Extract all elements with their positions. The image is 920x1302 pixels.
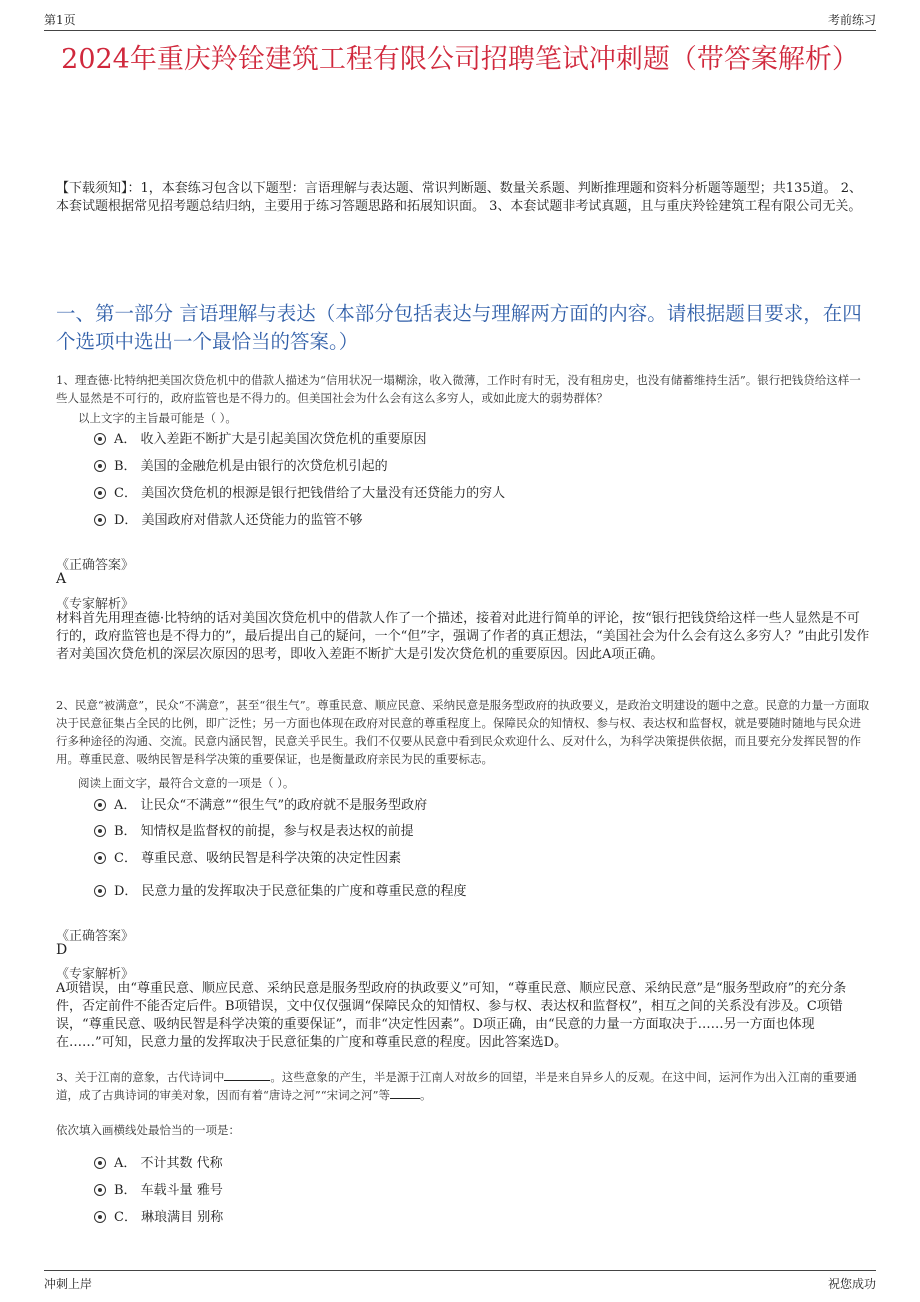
page-footer — [44, 1270, 876, 1295]
radio-icon[interactable] — [94, 1184, 106, 1196]
answer-label: 《正确答案》 — [56, 558, 135, 573]
explanation-label: 《专家解析》 — [56, 597, 135, 612]
radio-icon[interactable] — [94, 852, 106, 864]
question-3-text: 3、关于江南的意象，古代诗词中 。这些意象的产生，半是源于江南人对故乡的回望，半是来自异乡人的反观。在这中间，运河作为出入江南的重要通道，成了古典诗词的审美对象，因而有着“唐诗之河”“宋词之河”等 。 — [56, 1070, 857, 1102]
question-1-option-d[interactable]: D． 美国政府对借款人还贷能力的监管不够 — [94, 511, 363, 531]
radio-icon[interactable] — [94, 487, 106, 499]
question-2-option-b[interactable]: B． 知情权是监督权的前提，参与权是表达权的前提 — [94, 822, 414, 842]
footer-right-text: 祝您成功 — [827, 1277, 876, 1291]
question-3-stem: 依次填入画横线处最恰当的一项是： — [56, 1123, 240, 1137]
document-title: 2024年重庆羚铨建筑工程有限公司招聘笔试冲刺题（带答案解析） — [61, 44, 859, 75]
question-2-stem: 阅读上面文字，最符合文意的一项是（ ）。 — [78, 776, 295, 790]
fill-blank-2 — [390, 1086, 420, 1099]
header-tag: 考前练习 — [827, 13, 876, 27]
radio-icon[interactable] — [94, 799, 106, 811]
radio-icon[interactable] — [94, 433, 106, 445]
question-2-option-c[interactable]: C． 尊重民意、吸纳民智是科学决策的决定性因素 — [94, 849, 401, 869]
explanation-label: 《专家解析》 — [56, 967, 135, 982]
radio-icon[interactable] — [94, 1211, 106, 1223]
question-3-option-c[interactable]: C． 琳琅满目 别称 — [94, 1208, 223, 1228]
question-1-explanation: 材料首先用理查德·比特纳的话对美国次贷危机中的借款人作了一个描述，接着对此进行简单的评论，按“银行把钱贷给这样一些人显然是不可行的，政府监管也是不得力的”，最后提出自己的疑问，一个“但”字，强调了作者的真正想法，“美国社会为什么会有这么多穷人？”由此引发作者对美国次贷危机的深层次原因的思考，即收入差距不断扩大是引发次贷危机的重要原因。因此A项正确。 — [56, 611, 870, 662]
question-1-answer: A — [56, 571, 67, 587]
page-number: 第1页 — [44, 13, 76, 27]
radio-icon[interactable] — [94, 885, 106, 897]
question-1-option-b[interactable]: B． 美国的金融危机是由银行的次贷危机引起的 — [94, 457, 388, 477]
footer-left-text: 冲刺上岸 — [44, 1277, 93, 1291]
radio-icon[interactable] — [94, 825, 106, 837]
question-1-option-a[interactable]: A． 收入差距不断扩大是引起美国次贷危机的重要原因 — [94, 430, 427, 450]
question-2-option-d[interactable]: D． 民意力量的发挥取决于民意征集的广度和尊重民意的程度 — [94, 882, 467, 902]
question-3-option-a[interactable]: A． 不计其数 代称 — [94, 1154, 223, 1174]
answer-label: 《正确答案》 — [56, 929, 135, 944]
question-2-text: 2、民意“被满意”，民众“不满意”，甚至“很生气”。尊重民意、顺应民意、采纳民意是服务型政府的执政要义，是政治文明建设的题中之意。民意的力量一方面取决于民意征集占全民的比例，即广泛性；另一方面也体现在政府对民意的尊重程度上。保障民众的知情权、参与权、表达权和监督权，就是要随时随地与民众进行多种途径的沟通、交流。民意内涵民智，民意关乎民生。我们不仅要从民意中看到民众欢迎什么、反对什么，为科学决策提供依据，而且要充分发挥民智的作用。尊重民意、吸纳民智是科学决策的重要保证，也是衡量政府亲民为民的重要标志。 — [56, 698, 870, 766]
radio-icon[interactable] — [94, 460, 106, 472]
download-notice: 【下载须知】：1，本套练习包含以下题型：言语理解与表达题、常识判断题、数量关系题、判断推理题和资料分析题等题型；共135道。 2、本套试题根据常见招考题总结归纳，主要用于练习答题思路和拓展知识面。 3、本套试题非考试真题，且与重庆羚铨建筑工程有限公司无关。 — [56, 181, 862, 214]
question-2-option-a[interactable]: A． 让民众“不满意”“很生气”的政府就不是服务型政府 — [94, 796, 427, 816]
radio-icon[interactable] — [94, 1157, 106, 1169]
question-1-option-c[interactable]: C． 美国次贷危机的根源是银行把钱借给了大量没有还贷能力的穷人 — [94, 484, 505, 504]
fill-blank-1 — [224, 1068, 270, 1081]
question-1-text: 1、理查德·比特纳把美国次贷危机中的借款人描述为“信用状况一塌糊涂，收入微薄，工作时有时无，没有租房史，也没有储蓄维持生活”。银行把钱贷给这样一些人显然是不可行的，政府监管也是不得力的。但美国社会为什么会有这么多穷人，或如此庞大的弱势群体？ — [56, 373, 861, 405]
question-3-option-b[interactable]: B． 车载斗量 雅号 — [94, 1181, 223, 1201]
question-2-explanation: A项错误，由“尊重民意、顺应民意、采纳民意是服务型政府的执政要义”可知，“尊重民意、顺应民意、采纳民意”是“服务型政府”的充分条件，否定前件不能否定后件。B项错误，文中仅仅强调“保障民众的知情权、参与权、表达权和监督权”，相互之间的关系没有涉及。C项错误，“尊重民意、吸纳民智是科学决策的重要保证”，而非“决定性因素”。D项正确，由“民意的力量一方面取决于……另一方面也体现在……”可知，民意力量的发挥取决于民意征集的广度和尊重民意的程度。因此答案选D。 — [56, 981, 847, 1050]
section-heading: 一、第一部分 言语理解与表达（本部分包括表达与理解两方面的内容。请根据题目要求，在四个选项中选出一个最恰当的答案。） — [56, 302, 862, 353]
question-2-answer: D — [56, 942, 68, 958]
page-header — [44, 8, 876, 31]
question-1-stem: 以上文字的主旨最可能是（ ）。 — [78, 411, 237, 425]
radio-icon[interactable] — [94, 514, 106, 526]
